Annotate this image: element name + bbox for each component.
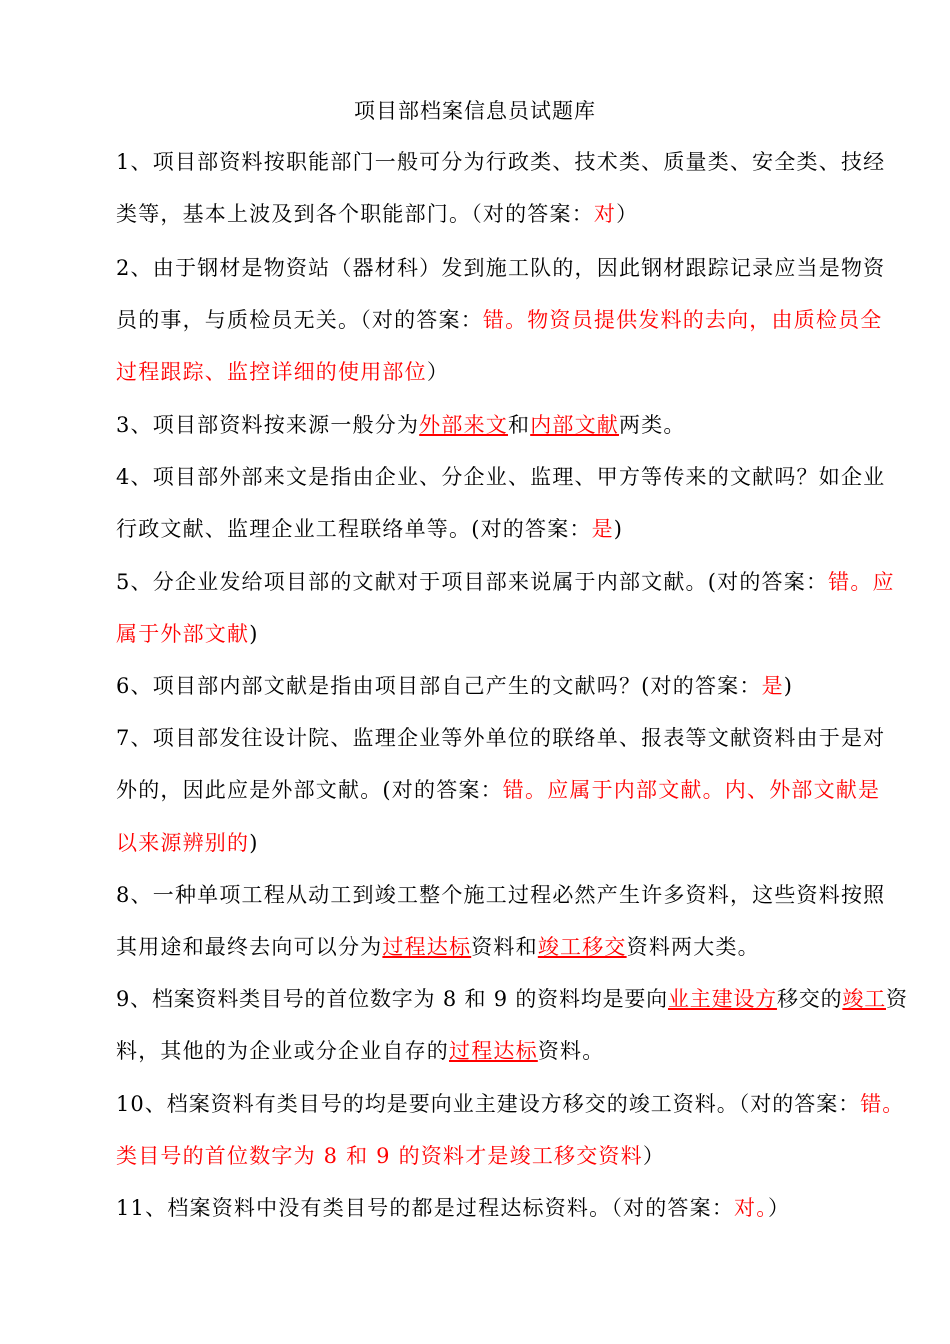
question-text: 2、由于钢材是物资站（器材科）发到施工队的，因此钢材跟踪记录应当是物资	[116, 256, 886, 280]
question-7-line-2	[116, 764, 908, 816]
question-text: ）	[642, 1144, 666, 1168]
answer-blank: 外部来文	[419, 413, 508, 437]
answer-text: 错。应属于内部文献。内、外部文献是	[502, 778, 881, 802]
question-8-line-1	[116, 869, 908, 921]
question-5-line-2	[116, 608, 908, 660]
question-8-line-2	[116, 921, 908, 973]
question-text: 4、项目部外部来文是指由企业、分企业、监理、甲方等传来的文献吗？如企业	[116, 465, 886, 489]
question-9-line-1	[116, 973, 908, 1025]
question-2-line-3	[116, 346, 908, 398]
answer-text: 以来源辨别的	[116, 831, 250, 855]
question-4-line-1	[116, 451, 908, 503]
question-text: 9、档案资料类目号的首位数字为 8 和 9 的资料均是要向	[116, 987, 668, 1011]
question-text: 行政文献、监理企业工程联络单等。(对的答案：	[116, 517, 592, 541]
answer-text: 错。	[860, 1092, 905, 1116]
question-1-line-1	[116, 136, 908, 188]
question-text: 两类。	[619, 413, 686, 437]
question-text: 7、项目部发往设计院、监理企业等外单位的联络单、报表等文献资料由于是对	[116, 726, 886, 750]
question-10-line-2	[116, 1130, 908, 1182]
question-text: 6、项目部内部文献是指由项目部自己产生的文献吗？(对的答案：	[116, 674, 762, 698]
question-text: 移交的	[776, 987, 843, 1011]
question-7-line-3	[116, 817, 908, 869]
answer-text: 属于外部文献	[116, 622, 250, 646]
answer-blank: 过程达标	[382, 935, 472, 959]
question-text: 类等，基本上波及到各个职能部门。（对的答案：	[116, 202, 594, 226]
answer-text: 是	[761, 674, 784, 698]
question-9-line-2	[116, 1025, 908, 1077]
question-3-line-1	[116, 399, 908, 451]
question-text: 11、档案资料中没有类目号的都是过程达标资料。（对的答案：	[116, 1196, 735, 1220]
question-11-line-1	[116, 1182, 908, 1234]
question-text: ）	[616, 202, 639, 226]
answer-text: 对	[593, 202, 617, 226]
question-text: )	[249, 622, 259, 646]
answer-blank: 竣工移交	[537, 935, 627, 959]
question-text: )	[613, 517, 624, 541]
document-title: 项目部档案信息员试题库	[354, 99, 596, 123]
question-6-line-1	[116, 660, 908, 712]
answer-blank: 业主建设方	[667, 987, 777, 1011]
question-text: 3、项目部资料按来源一般分为	[116, 413, 420, 437]
question-text: 其用途和最终去向可以分为	[116, 935, 383, 959]
answer-text: 对。	[734, 1196, 768, 1220]
question-1-line-2	[116, 188, 908, 240]
question-text: 5、分企业发给项目部的文献对于项目部来说属于内部文献。(对的答案：	[116, 570, 829, 594]
question-text: 资料和	[471, 935, 538, 959]
answer-text: 是	[591, 517, 614, 541]
question-text: )	[249, 831, 259, 855]
question-text: 资料两大类。	[626, 935, 760, 959]
question-text: ）	[426, 360, 450, 384]
question-2-line-1	[116, 242, 908, 294]
question-10-line-1	[116, 1078, 908, 1130]
question-text: 资	[886, 987, 908, 1011]
question-text: 资料。	[537, 1039, 605, 1063]
question-2-line-2	[116, 294, 908, 346]
question-7-line-1	[116, 712, 908, 764]
question-text: 外的，因此应是外部文献。(对的答案：	[116, 778, 503, 802]
question-text: )	[783, 674, 794, 698]
answer-blank: 内部文献	[530, 413, 619, 437]
answer-text: 过程跟踪、监控详细的使用部位	[116, 360, 427, 384]
question-text: 1、项目部资料按职能部门一般可分为行政类、技术类、质量类、安全类、技经	[116, 150, 886, 174]
question-text: 料，其他的为企业或分企业自存的	[116, 1039, 449, 1063]
answer-text: 类目号的首位数字为 8 和 9 的资料才是竣工移交资料	[116, 1144, 643, 1168]
answer-blank: 竣工	[842, 987, 886, 1011]
answer-blank: 过程达标	[449, 1039, 538, 1063]
question-text: 8、一种单项工程从动工到竣工整个施工过程必然产生许多资料，这些资料按照	[116, 883, 886, 907]
question-text: ）	[767, 1196, 791, 1220]
answer-text: 错。应	[828, 570, 895, 594]
question-text: 和	[507, 413, 531, 437]
question-4-line-2	[116, 503, 908, 555]
answer-text: 错。物资员提供发料的去向，由质检员全	[482, 308, 883, 332]
question-text: 员的事，与质检员无关。（对的答案：	[116, 308, 483, 332]
question-5-line-1	[116, 556, 908, 608]
question-text: 10、档案资料有类目号的均是要向业主建设方移交的竣工资料。（对的答案：	[116, 1092, 861, 1116]
